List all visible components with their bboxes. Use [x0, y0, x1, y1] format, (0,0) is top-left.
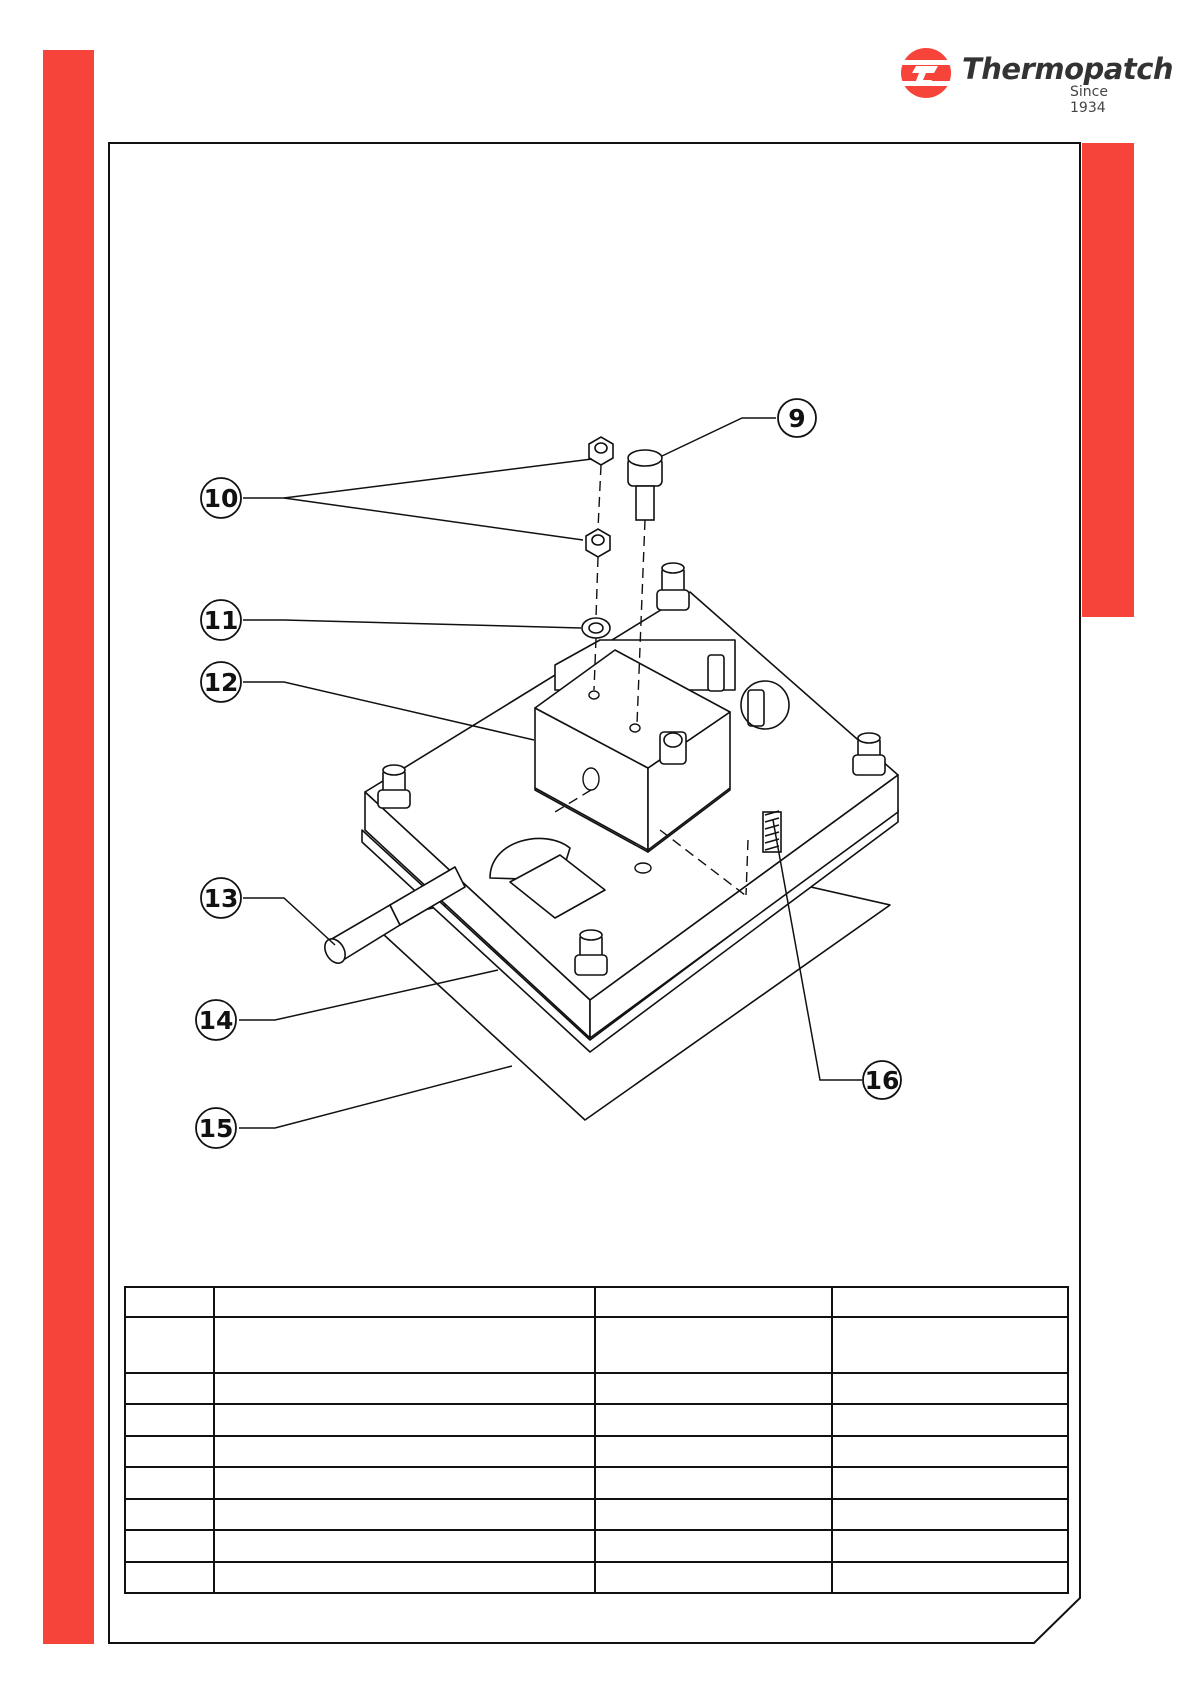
table-cell [214, 1287, 595, 1317]
exploded-assembly-drawing [180, 390, 950, 1170]
table-cell [595, 1287, 832, 1317]
table-cell [832, 1287, 1068, 1317]
block-fitting [660, 732, 686, 764]
callout-10: 10 [203, 484, 239, 513]
table-cell [595, 1436, 832, 1467]
table-cell [214, 1404, 595, 1435]
table-cell [595, 1530, 832, 1561]
corner-stud-bottom [575, 930, 607, 975]
corner-stud-right [853, 733, 885, 775]
table-row [125, 1499, 1068, 1530]
table-cell [832, 1373, 1068, 1404]
table-cell [832, 1562, 1068, 1593]
table-cell [595, 1499, 832, 1530]
table-header-row [125, 1287, 1068, 1317]
table-row [125, 1467, 1068, 1498]
hex-nut-upper [589, 437, 613, 465]
table-cell [214, 1436, 595, 1467]
callout-13: 13 [203, 884, 239, 913]
table-cell [214, 1317, 595, 1373]
table-cell [125, 1499, 214, 1530]
table-cell [595, 1373, 832, 1404]
callout-9: 9 [788, 404, 806, 433]
brand-since: Since 1934 [1070, 84, 1108, 116]
table-cell [832, 1530, 1068, 1561]
callout-12: 12 [203, 668, 239, 697]
corner-stud-left [378, 765, 410, 808]
table-cell [125, 1562, 214, 1593]
table-row [125, 1530, 1068, 1561]
washer [582, 618, 610, 638]
corner-stud-top [657, 563, 689, 610]
callout-14: 14 [198, 1006, 234, 1035]
table-cell [125, 1287, 214, 1317]
table-cell [832, 1436, 1068, 1467]
table-cell [125, 1373, 214, 1404]
table-cell [832, 1467, 1068, 1498]
table-cell [214, 1499, 595, 1530]
table-cell [595, 1467, 832, 1498]
table-row [125, 1373, 1068, 1404]
table-cell [214, 1467, 595, 1498]
callout-15: 15 [198, 1114, 234, 1143]
table-cell [125, 1436, 214, 1467]
table-cell [125, 1404, 214, 1435]
table-row [125, 1436, 1068, 1467]
table-cell [595, 1404, 832, 1435]
callout-11: 11 [203, 606, 239, 635]
table-cell [595, 1562, 832, 1593]
table-cell [832, 1499, 1068, 1530]
table-cell [214, 1373, 595, 1404]
callout-16: 16 [864, 1066, 900, 1095]
table-cell [125, 1530, 214, 1561]
table-cell [214, 1530, 595, 1561]
table-cell [125, 1467, 214, 1498]
table-row [125, 1562, 1068, 1593]
table-cell [214, 1562, 595, 1593]
table-cell [832, 1317, 1068, 1373]
hex-nut-lower [586, 529, 610, 557]
parts-table [124, 1286, 1069, 1594]
cap-screw [628, 450, 662, 520]
table-row [125, 1404, 1068, 1435]
table-row [125, 1317, 1068, 1373]
table-cell [832, 1404, 1068, 1435]
table-cell [595, 1317, 832, 1373]
table-cell [125, 1317, 214, 1373]
brand-name: Thermopatch [962, 52, 1174, 86]
